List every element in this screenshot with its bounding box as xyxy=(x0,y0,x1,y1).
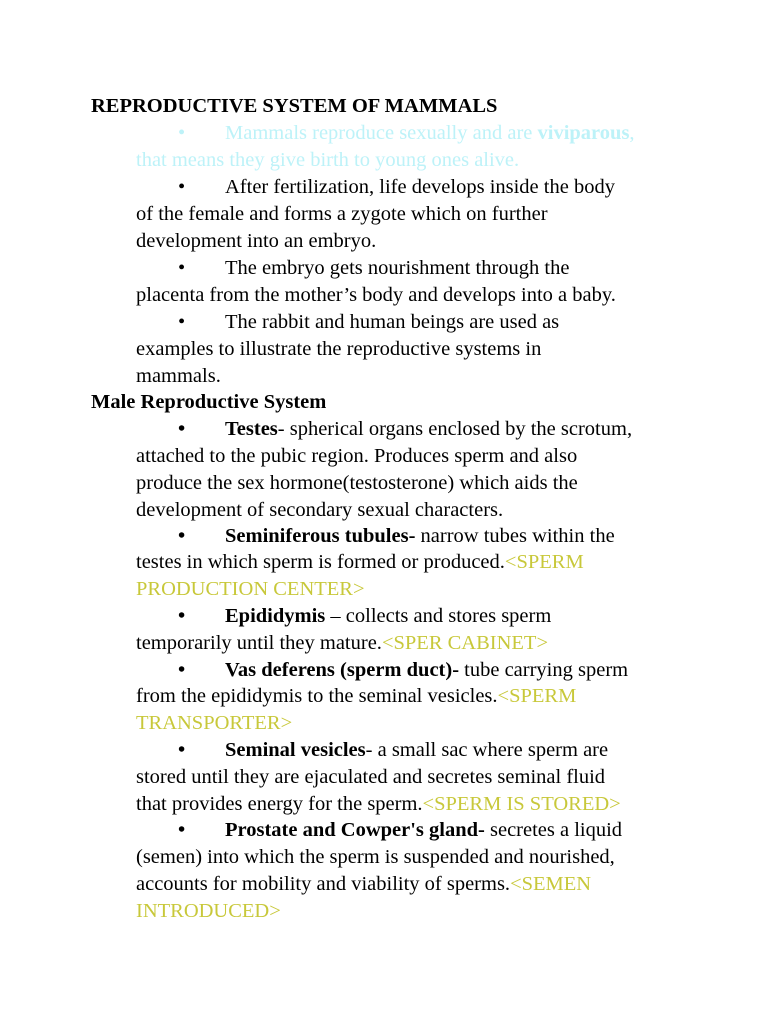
intro-bullet-1-line-2: that means they give birth to young ones alive. xyxy=(136,149,520,171)
bullet-marker: • xyxy=(178,739,186,761)
intro-bullet-3-line-1: The embryo gets nourishment through the xyxy=(225,257,570,279)
vas-deferens-line-3: TRANSPORTER> xyxy=(136,712,293,734)
prostate-line-1 xyxy=(225,817,622,844)
text-run: from the epididymis to the seminal vesicles. xyxy=(136,685,498,707)
highlight-tag: <SPERM IS STORED> xyxy=(422,793,621,815)
seminal-vesicles-line-1 xyxy=(225,737,608,764)
text-run: – collects and stores sperm xyxy=(325,605,552,627)
text-run: narrow tubes within the xyxy=(415,525,615,547)
text-run: temporarily until they mature. xyxy=(136,632,382,654)
bullet-marker: • xyxy=(178,659,186,681)
highlight-tag: <SPERM xyxy=(497,685,577,707)
intro-bullet-4-line-3: mammals. xyxy=(136,365,221,387)
highlight-tag: <SPER CABINET> xyxy=(381,632,549,654)
bold-term: Testes xyxy=(225,418,278,440)
highlight-tag: <SEMEN xyxy=(510,873,592,895)
prostate-line-3 xyxy=(136,871,591,898)
prostate-line-4: INTRODUCED> xyxy=(136,900,281,922)
epididymis-line-1 xyxy=(225,603,551,630)
bullet-marker: • xyxy=(178,418,186,440)
intro-bullet-3-line-2: placenta from the mother’s body and develops into a baby. xyxy=(136,284,616,306)
text-run: Mammals reproduce sexually and are xyxy=(225,122,538,144)
seminiferous-line-2 xyxy=(136,549,584,576)
text-run: - a small sac where sperm are xyxy=(365,739,609,761)
epididymis-line-2 xyxy=(136,630,548,657)
intro-bullet-1-line-1 xyxy=(225,120,635,147)
bold-term: Seminal vesicles xyxy=(225,739,366,761)
intro-bullet-4-line-1: The rabbit and human beings are used as xyxy=(225,311,560,333)
intro-bullet-4-line-2: examples to illustrate the reproductive systems in xyxy=(136,338,542,360)
prostate-line-2: (semen) into which the sperm is suspended and nourished, xyxy=(136,846,615,868)
seminal-vesicles-line-3 xyxy=(136,791,621,818)
bullet-marker: • xyxy=(178,605,186,627)
testes-line-3: produce the sex hormone(testosterone) which aids the xyxy=(136,472,578,494)
text-run: testes in which sperm is formed or produced. xyxy=(136,551,505,573)
bullet-marker: • xyxy=(178,311,186,333)
vas-deferens-line-1 xyxy=(225,657,628,684)
bold-term: viviparous xyxy=(537,122,630,144)
section-heading-male: Male Reproductive System xyxy=(91,391,327,413)
bullet-marker: • xyxy=(178,176,186,198)
bold-term: Epididymis xyxy=(225,605,326,627)
bold-term: Prostate and Cowper's gland- xyxy=(225,819,485,841)
seminiferous-line-1 xyxy=(225,523,615,550)
seminal-vesicles-line-2: stored until they are ejaculated and secretes seminal fluid xyxy=(136,766,606,788)
highlight-tag: <SPERM xyxy=(504,551,584,573)
text-run: , xyxy=(629,122,635,144)
bullet-marker: • xyxy=(178,122,186,144)
bullet-marker: • xyxy=(178,257,186,279)
testes-line-1 xyxy=(225,416,632,443)
text-run: - spherical organs enclosed by the scrotum, xyxy=(277,418,633,440)
bullet-marker: • xyxy=(178,819,186,841)
bullet-marker: • xyxy=(178,525,186,547)
text-run: accounts for mobility and viability of sperms. xyxy=(136,873,511,895)
testes-line-2: attached to the pubic region. Produces sperm and also xyxy=(136,445,578,467)
vas-deferens-line-2 xyxy=(136,683,576,710)
seminiferous-line-3: PRODUCTION CENTER> xyxy=(136,578,365,600)
intro-bullet-2-line-2: of the female and forms a zygote which on further xyxy=(136,203,548,225)
testes-line-4: development of secondary sexual characters. xyxy=(136,499,504,521)
bold-term: Vas deferens (sperm duct)- xyxy=(225,659,460,681)
text-run: that provides energy for the sperm. xyxy=(136,793,423,815)
bold-term: Seminiferous tubules- xyxy=(225,525,416,547)
text-run: tube carrying sperm xyxy=(459,659,629,681)
intro-bullet-2-line-3: development into an embryo. xyxy=(136,230,377,252)
text-run: secretes a liquid xyxy=(484,819,623,841)
intro-bullet-2-line-1: After fertilization, life develops inside the body xyxy=(225,176,615,198)
page-title: REPRODUCTIVE SYSTEM OF MAMMALS xyxy=(91,95,498,117)
